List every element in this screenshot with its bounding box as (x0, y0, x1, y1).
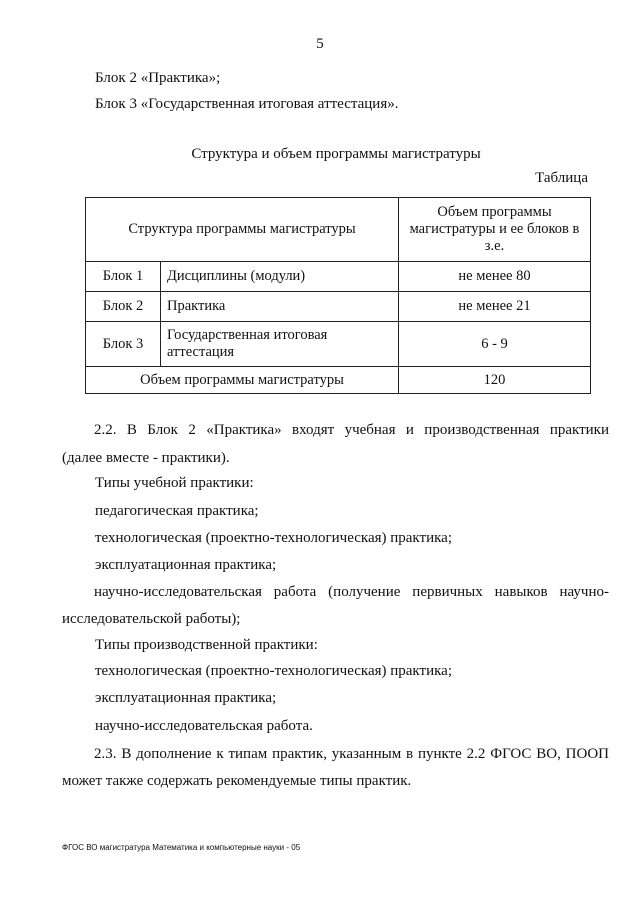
total-volume: 120 (399, 367, 591, 394)
para-2-3-line1: 2.3. В дополнение к типам практик, указанным в пункте 2.2 ФГОС ВО, ПООП (94, 746, 609, 762)
page-number: 5 (316, 36, 324, 52)
header-structure: Структура программы магистратуры (86, 198, 399, 262)
table-row (86, 292, 591, 322)
prod-practice-title: Типы производственной практики: (95, 637, 318, 653)
table-row (86, 262, 591, 292)
table-caption: Структура и объем программы магистратуры (191, 146, 481, 162)
list-item: эксплуатационная практика; (95, 690, 277, 706)
nir-line1: научно-исследовательская работа (получение первичных навыков научно- (94, 584, 609, 600)
list-item: технологическая (проектно-технологическая) практика; (95, 530, 452, 546)
row-name: Государственная итоговая аттестация (161, 322, 399, 367)
total-label: Объем программы магистратуры (86, 367, 399, 394)
header-volume: Объем программы магистратуры и ее блоков в з.е. (399, 198, 591, 262)
program-structure-table (85, 197, 591, 394)
row-block: Блок 3 (86, 322, 161, 367)
nir-line2: исследовательской работы); (62, 611, 241, 627)
list-item: технологическая (проектно-технологическая) практика; (95, 663, 452, 679)
table-header-row (86, 198, 591, 262)
table-total-row (86, 367, 591, 394)
para-2-2-line2: (далее вместе - практики). (62, 450, 230, 466)
page-footer: ФГОС ВО магистратура Математика и компьютерные науки - 05 (62, 843, 301, 852)
row-volume: 6 - 9 (399, 322, 591, 367)
intro-line-block3: Блок 3 «Государственная итоговая аттестация». (95, 96, 399, 112)
table-label: Таблица (535, 170, 588, 186)
row-name: Практика (161, 292, 399, 322)
para-2-2-line1: 2.2. В Блок 2 «Практика» входят учебная и производственная практики (94, 422, 609, 438)
list-item: педагогическая практика; (95, 503, 259, 519)
list-item: научно-исследовательская работа. (95, 718, 313, 734)
row-name: Дисциплины (модули) (161, 262, 399, 292)
table-row (86, 322, 591, 367)
row-block: Блок 1 (86, 262, 161, 292)
list-item: эксплуатационная практика; (95, 557, 277, 573)
row-volume: не менее 21 (399, 292, 591, 322)
row-block: Блок 2 (86, 292, 161, 322)
row-volume: не менее 80 (399, 262, 591, 292)
para-2-3-line2: может также содержать рекомендуемые типы практик. (62, 773, 412, 789)
edu-practice-title: Типы учебной практики: (95, 475, 254, 491)
intro-line-block2: Блок 2 «Практика»; (95, 70, 221, 86)
